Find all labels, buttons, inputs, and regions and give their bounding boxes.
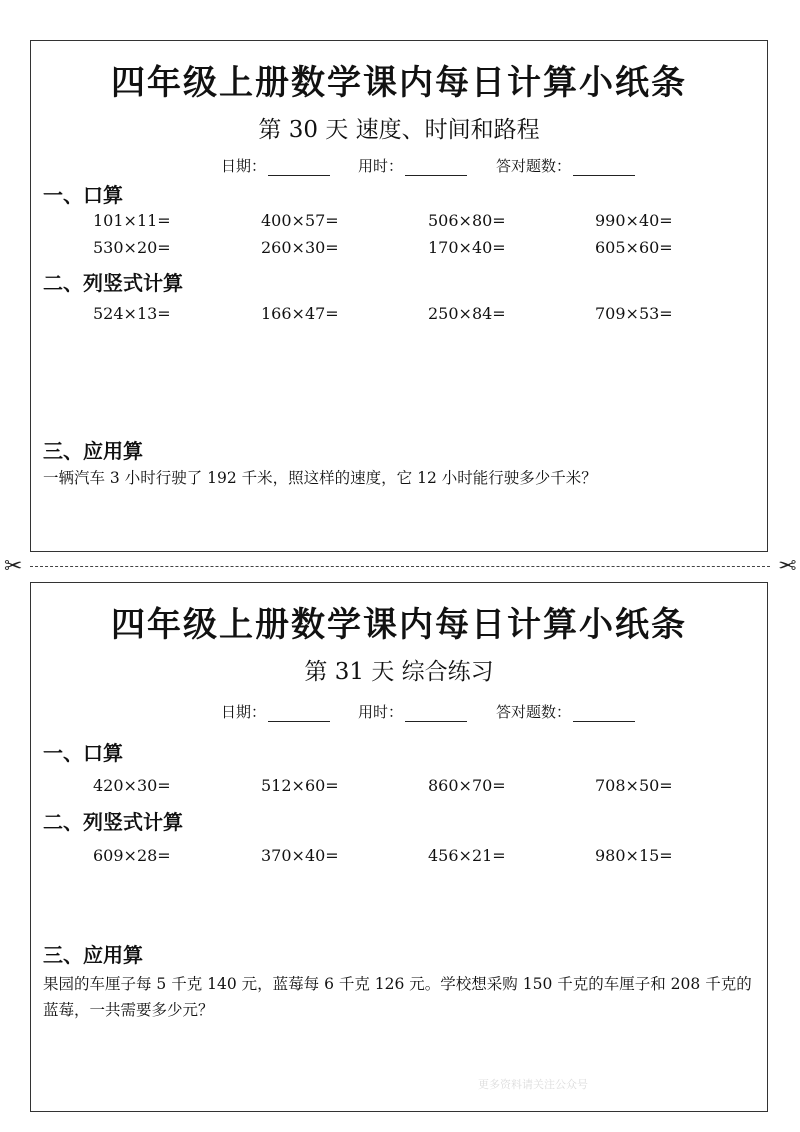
date-blank (268, 707, 330, 722)
applied-problem-text: 果园的车厘子每 5 千克 140 元，蓝莓每 6 千克 126 元。学校想采购 150 千克的车厘子和 208 千克的蓝莓，一共需要多少元？ (43, 975, 752, 1019)
daily-card-day30 (30, 40, 768, 552)
vertical-expr: 709×53= (595, 304, 673, 323)
scissors-left-icon: ✂ (4, 554, 23, 579)
oral-expr: 512×60= (261, 776, 339, 795)
vertical-expr: 980×15= (595, 846, 673, 865)
section-vertical-heading: 二、列竖式计算 (43, 271, 183, 295)
vertical-expr: 524×13= (93, 304, 171, 323)
time-field (358, 155, 467, 176)
date-blank (268, 161, 330, 176)
correct-count-label: 答对题数： (496, 703, 572, 721)
oral-expr: 101×11= (93, 211, 171, 230)
scissors-right-icon: ✂ (777, 554, 796, 579)
card-subtitle: 第 31 天 综合练习 (304, 659, 494, 685)
time-label: 用时： (358, 157, 404, 175)
card-title: 四年级上册数学课内每日计算小纸条 (111, 605, 687, 645)
vertical-expr: 250×84= (428, 304, 506, 323)
section-applied-heading: 三、应用算 (43, 439, 143, 463)
daily-card-day31 (30, 582, 768, 1112)
oral-expr: 530×20= (93, 238, 171, 257)
vertical-expr: 166×47= (261, 304, 339, 323)
oral-expr: 708×50= (595, 776, 673, 795)
correct-count-field (496, 155, 635, 176)
date-label: 日期： (221, 703, 267, 721)
section-oral-heading: 一、口算 (43, 183, 123, 207)
card-subtitle: 第 30 天 速度、时间和路程 (258, 117, 540, 143)
applied-problem-text: 一辆汽车 3 小时行驶了 192 千米，照这样的速度，它 12 小时能行驶多少千米？ (43, 469, 597, 487)
time-field (358, 701, 467, 722)
date-field (221, 155, 330, 176)
oral-expr: 170×40= (428, 238, 506, 257)
date-label: 日期： (221, 157, 267, 175)
section-vertical-heading: 二、列竖式计算 (43, 810, 183, 834)
card-title: 四年级上册数学课内每日计算小纸条 (111, 63, 687, 103)
oral-expr: 260×30= (261, 238, 339, 257)
time-blank (405, 161, 467, 176)
correct-count-blank (573, 161, 635, 176)
oral-expr: 420×30= (93, 776, 171, 795)
vertical-expr: 609×28= (93, 846, 171, 865)
date-field (221, 701, 330, 722)
oral-expr: 860×70= (428, 776, 506, 795)
oral-expr: 605×60= (595, 238, 673, 257)
oral-expr: 506×80= (428, 211, 506, 230)
section-applied-heading: 三、应用算 (43, 943, 143, 967)
cut-line (30, 566, 770, 567)
vertical-expr: 370×40= (261, 846, 339, 865)
time-blank (405, 707, 467, 722)
watermark: 更多资料请关注公众号 (478, 1078, 588, 1091)
vertical-expr: 456×21= (428, 846, 506, 865)
oral-expr: 990×40= (595, 211, 673, 230)
section-oral-heading: 一、口算 (43, 741, 123, 765)
correct-count-field (496, 701, 635, 722)
correct-count-label: 答对题数： (496, 157, 572, 175)
correct-count-blank (573, 707, 635, 722)
oral-expr: 400×57= (261, 211, 339, 230)
time-label: 用时： (358, 703, 404, 721)
